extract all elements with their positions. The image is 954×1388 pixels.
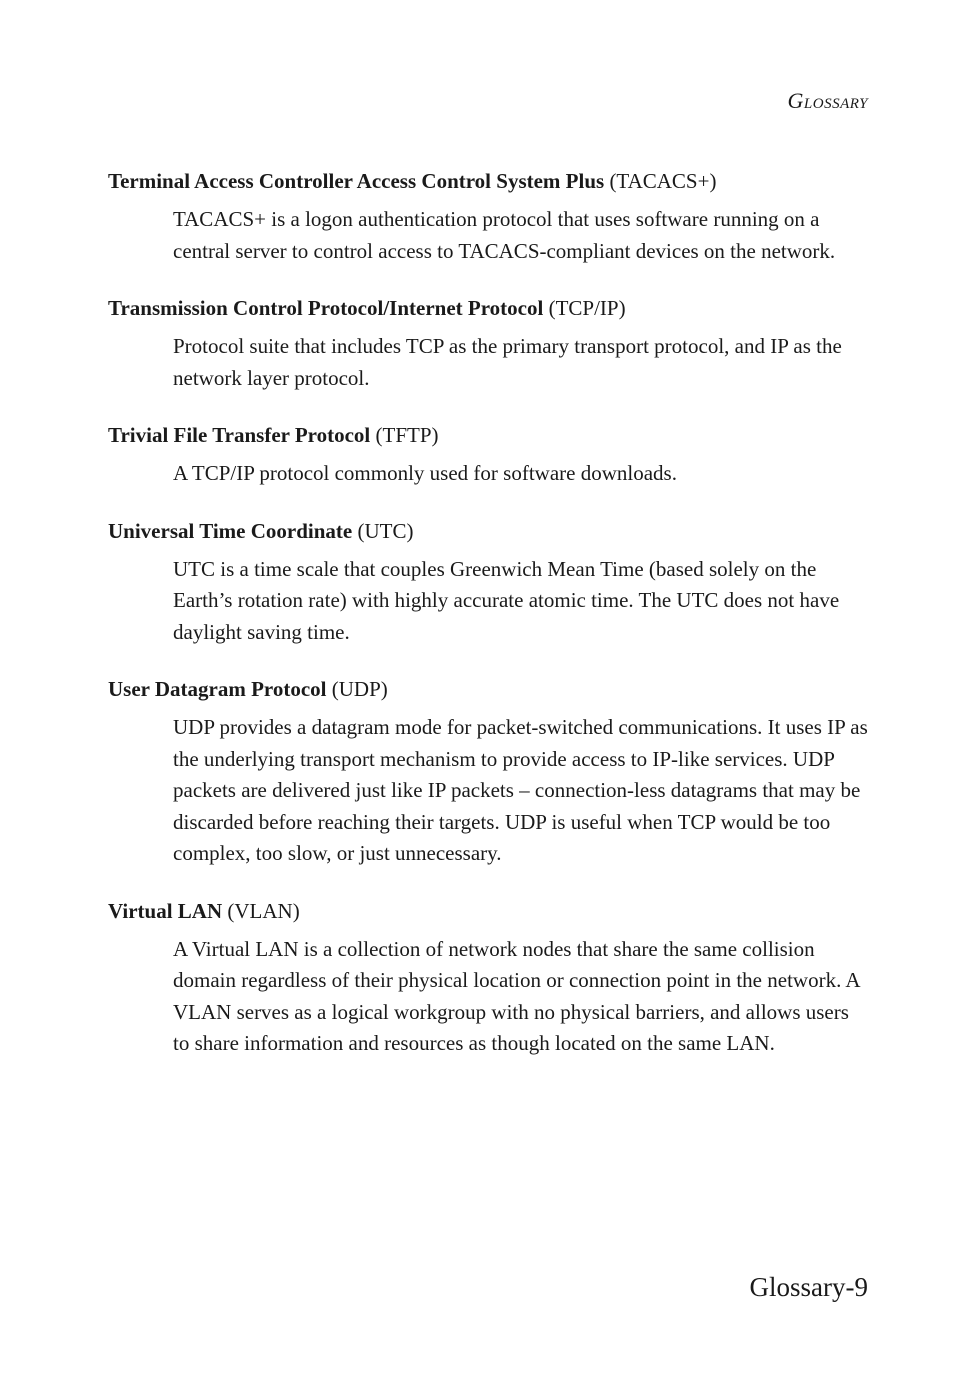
term-definition: A TCP/IP protocol commonly used for software downloads. [173,461,677,485]
term-abbreviation: (UTC) [357,518,414,543]
term-abbreviation: (TCP/IP) [548,296,626,320]
term-abbreviation: (UDP) [331,677,388,701]
glossary-entry-udp [108,674,868,870]
page-number: Glossary-9 [749,1272,868,1302]
term-heading [108,516,868,547]
term-abbreviation: (VLAN) [227,898,300,923]
term-abbreviation: (TFTP) [375,423,439,447]
term-abbreviation: (TACACS+) [609,169,717,193]
glossary-entry-utc [108,516,868,649]
term-definition: UTC is a time scale that couples Greenwich Mean Time (based solely on the Earth’s rotation rate) with highly accurate atomic time. The UTC does not have daylight saving time. [173,556,840,644]
term-heading [108,674,868,705]
term-name: Universal Time Coordinate [108,518,353,543]
glossary-entry-tacacs [108,166,868,267]
term-name: User Datagram Protocol [108,677,327,701]
term-name: Virtual LAN [108,898,223,923]
term-heading [108,420,868,451]
term-definition: TACACS+ is a logon authentication protocol that uses software running on a central server to control access to TACACS-compliant devices on the network. [173,207,836,263]
glossary-entry-tcpip [108,293,868,394]
glossary-entry-tftp [108,420,868,490]
term-name: Trivial File Transfer Protocol [108,423,371,447]
glossary-entry-vlan [108,896,868,1060]
running-header: Glossary [787,88,868,113]
term-name: Transmission Control Protocol/Internet Protocol [108,296,544,320]
term-definition: A Virtual LAN is a collection of network nodes that share the same collision domain regardless of their physical location or connection point in the network. A VLAN serves as a logical workgroup with no physical barriers, and allows users to share information and resources as though located on the same LAN. [173,936,860,1055]
term-definition: UDP provides a datagram mode for packet-switched communications. It uses IP as the underlying transport mechanism to provide access to IP-like services. UDP packets are delivered just like IP packets – connection-less datagrams that may be discarded before reaching their targets. UDP is useful when TCP would be too complex, too slow, or just unnecessary. [173,715,868,865]
term-definition: Protocol suite that includes TCP as the primary transport protocol, and IP as the network layer protocol. [173,334,842,390]
term-heading [108,293,868,324]
term-heading [108,166,868,197]
glossary-list [108,166,868,1086]
term-heading [108,896,868,927]
term-name: Terminal Access Controller Access Control System Plus [108,169,605,193]
